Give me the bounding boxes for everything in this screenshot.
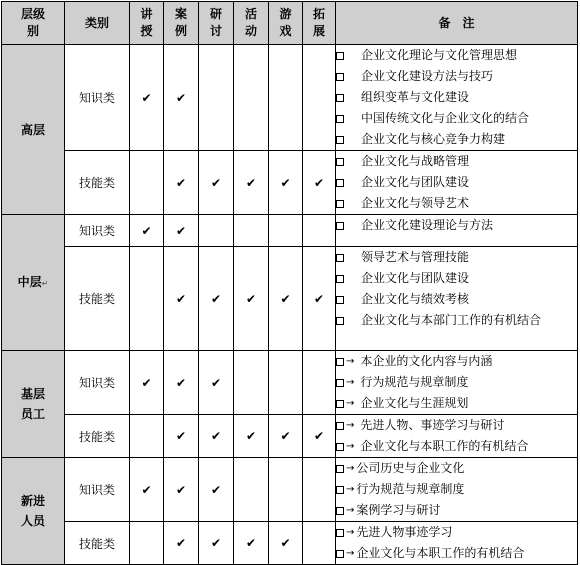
method-cell xyxy=(130,415,164,458)
level-cell xyxy=(2,458,65,565)
table-row xyxy=(2,522,578,565)
check-mark-icon: ✔ xyxy=(141,375,152,390)
method-cell xyxy=(130,215,164,247)
category-cell: 技能类 xyxy=(65,415,130,458)
note-item xyxy=(336,108,577,129)
method-cell xyxy=(303,458,336,522)
check-mark-icon: ✔ xyxy=(313,175,325,190)
header-method-text: 例 xyxy=(174,24,187,38)
note-text: 公司历史与企业文化 xyxy=(356,461,465,475)
header-method-text: 展 xyxy=(312,24,325,38)
note-text: 企业文化与领导艺术 xyxy=(361,196,470,210)
notes-cell xyxy=(336,415,578,458)
level-label-line2: 人员 xyxy=(20,514,45,528)
checkbox-bullet-icon xyxy=(336,443,344,451)
method-cell xyxy=(234,351,269,415)
header-method-lecture xyxy=(130,2,164,45)
method-cell xyxy=(303,247,336,351)
note-item xyxy=(336,45,577,66)
note-text: 本企业的文化内容与内涵 xyxy=(360,354,493,368)
header-row xyxy=(2,2,578,45)
note-text: 案例学习与研讨 xyxy=(356,503,441,517)
table-body xyxy=(2,45,578,565)
header-method-text: 动 xyxy=(244,24,257,38)
level-label-line2: 员工 xyxy=(20,407,45,421)
note-item xyxy=(336,372,577,393)
note-text: 领导艺术与管理技能 xyxy=(361,250,470,264)
check-mark-icon: ✔ xyxy=(313,291,325,306)
checkbox-bullet-icon xyxy=(336,465,344,473)
note-item xyxy=(336,522,577,543)
method-cell xyxy=(164,45,199,151)
note-item xyxy=(336,268,577,289)
table-row xyxy=(2,45,578,151)
category-cell: 技能类 xyxy=(65,151,130,215)
note-item xyxy=(336,436,577,457)
note-text: 企业文化与团队建设 xyxy=(361,271,470,285)
header-method-text: 游 xyxy=(279,7,292,21)
checkbox-bullet-icon xyxy=(336,115,344,123)
method-cell xyxy=(234,247,269,351)
checkbox-bullet-icon xyxy=(336,136,344,144)
header-method-activity xyxy=(234,2,269,45)
header-level-line2: 别 xyxy=(26,24,39,38)
note-item xyxy=(336,129,577,150)
note-text: 企业文化与本部门工作的有机结合 xyxy=(361,313,542,327)
category-cell: 知识类 xyxy=(65,351,130,415)
check-mark-icon: ✔ xyxy=(280,429,291,443)
note-text: 先进人物、事迹学习与研讨 xyxy=(360,418,505,432)
note-text: 组织变革与文化建设 xyxy=(361,90,470,104)
notes-cell xyxy=(336,215,578,247)
method-cell xyxy=(303,151,336,215)
checkbox-bullet-icon xyxy=(336,158,344,166)
check-mark-icon: ✔ xyxy=(141,482,152,497)
method-cell xyxy=(234,522,269,565)
header-method-text: 讲 xyxy=(140,7,153,21)
notes-cell xyxy=(336,351,578,415)
note-item xyxy=(336,87,577,108)
checkbox-bullet-icon xyxy=(336,222,344,230)
notes-cell xyxy=(336,45,578,151)
note-text: 企业文化与核心竞争力构建 xyxy=(361,132,506,146)
checkbox-bullet-icon xyxy=(336,379,344,387)
method-cell xyxy=(130,247,164,351)
method-cell xyxy=(269,351,303,415)
note-item xyxy=(336,351,577,372)
header-method-text: 戏 xyxy=(279,24,292,38)
method-cell xyxy=(269,151,303,215)
check-mark-icon: ✔ xyxy=(175,90,187,105)
method-cell xyxy=(234,415,269,458)
method-cell xyxy=(164,151,199,215)
note-text: 企业文化建设理论与方法 xyxy=(361,218,494,232)
checkbox-bullet-icon xyxy=(336,422,344,430)
checkbox-bullet-icon xyxy=(336,486,344,494)
level-label-line1: 新进 xyxy=(20,494,45,508)
header-level xyxy=(2,2,65,45)
note-item xyxy=(336,415,577,436)
method-cell xyxy=(303,351,336,415)
note-item xyxy=(336,289,577,310)
check-mark-icon: ✔ xyxy=(245,291,257,306)
checkbox-bullet-icon xyxy=(336,200,344,208)
header-method-text: 拓 xyxy=(312,7,325,21)
method-cell xyxy=(234,45,269,151)
level-cell xyxy=(2,351,65,458)
note-item xyxy=(336,458,577,479)
level-label: 中层 xyxy=(17,274,42,289)
arrow-right-icon: → xyxy=(346,505,355,516)
checkbox-bullet-icon xyxy=(336,358,344,366)
checkbox-bullet-icon xyxy=(336,73,344,81)
header-category: 类别 xyxy=(65,2,130,45)
note-item xyxy=(336,215,577,236)
category-cell: 技能类 xyxy=(65,522,130,565)
checkbox-bullet-icon xyxy=(336,179,344,187)
header-method-outreach xyxy=(303,2,336,45)
note-item xyxy=(336,247,577,268)
level-label-line1: 基层 xyxy=(20,387,45,401)
arrow-right-icon: → xyxy=(346,548,355,559)
header-method-text: 活 xyxy=(244,7,257,21)
method-cell xyxy=(164,415,199,458)
note-text: 中国传统文化与企业文化的结合 xyxy=(361,111,530,125)
checkbox-bullet-icon xyxy=(336,296,344,304)
method-cell xyxy=(269,522,303,565)
category-cell: 技能类 xyxy=(65,247,130,351)
method-cell xyxy=(199,151,234,215)
note-text: 企业文化与本职工作的有机结合 xyxy=(360,439,529,453)
note-item xyxy=(336,500,577,521)
method-cell xyxy=(199,215,234,247)
table-row xyxy=(2,215,578,247)
note-text: 行为规范与规章制度 xyxy=(356,482,465,496)
method-cell xyxy=(269,458,303,522)
check-mark-icon: ✔ xyxy=(245,175,257,190)
level-cell xyxy=(2,215,65,351)
method-cell xyxy=(164,215,199,247)
header-method-case xyxy=(164,2,199,45)
level-cell xyxy=(2,45,65,215)
note-text: 企业文化与绩效考核 xyxy=(361,292,470,306)
category-cell: 知识类 xyxy=(65,215,130,247)
check-mark-icon: ✔ xyxy=(313,429,325,443)
check-mark-icon: ✔ xyxy=(245,429,257,443)
note-item xyxy=(336,479,577,500)
method-cell xyxy=(269,415,303,458)
note-item xyxy=(336,151,577,172)
arrow-right-icon: → xyxy=(346,377,355,388)
table-row xyxy=(2,415,578,458)
check-mark-icon: ✔ xyxy=(175,375,187,390)
table-row xyxy=(2,351,578,415)
method-cell xyxy=(164,247,199,351)
header-method-text: 研 xyxy=(209,7,222,21)
check-mark-icon: ✔ xyxy=(175,536,187,550)
check-mark-icon: ✔ xyxy=(210,291,222,306)
method-cell xyxy=(130,458,164,522)
note-item xyxy=(336,172,577,193)
note-item xyxy=(336,393,577,414)
table-row xyxy=(2,151,578,215)
method-cell xyxy=(303,415,336,458)
check-mark-icon: ✔ xyxy=(210,375,222,390)
method-cell xyxy=(269,215,303,247)
method-cell xyxy=(199,522,234,565)
check-mark-icon: ✔ xyxy=(210,536,222,550)
method-cell xyxy=(234,215,269,247)
notes-cell xyxy=(336,458,578,522)
category-cell: 知识类 xyxy=(65,45,130,151)
arrow-right-icon: → xyxy=(346,441,355,452)
method-cell xyxy=(199,247,234,351)
arrow-right-icon: → xyxy=(346,356,355,367)
method-cell xyxy=(164,458,199,522)
checkbox-bullet-icon xyxy=(336,275,344,283)
note-text: 企业文化建设方法与技巧 xyxy=(361,69,494,83)
method-cell xyxy=(199,415,234,458)
method-cell xyxy=(130,351,164,415)
checkbox-bullet-icon xyxy=(336,94,344,102)
note-item xyxy=(336,310,577,331)
arrow-right-icon: → xyxy=(346,463,355,474)
note-text: 企业文化与团队建设 xyxy=(361,175,470,189)
check-mark-icon: ✔ xyxy=(175,223,187,238)
checkbox-bullet-icon xyxy=(336,254,344,262)
check-mark-icon: ✔ xyxy=(175,482,187,497)
header-method-text: 案 xyxy=(174,7,187,21)
check-mark-icon: ✔ xyxy=(280,175,291,190)
method-cell xyxy=(234,458,269,522)
notes-cell xyxy=(336,151,578,215)
header-method-game xyxy=(269,2,303,45)
table-row xyxy=(2,458,578,522)
table-row xyxy=(2,247,578,351)
checkbox-bullet-icon xyxy=(336,400,344,408)
note-text: 行为规范与规章制度 xyxy=(360,375,469,389)
checkbox-bullet-icon xyxy=(336,52,344,60)
check-mark-icon: ✔ xyxy=(280,536,291,550)
checkbox-bullet-icon xyxy=(336,550,344,558)
check-mark-icon: ✔ xyxy=(175,291,187,306)
method-cell xyxy=(130,522,164,565)
check-mark-icon: ✔ xyxy=(280,291,291,306)
method-cell xyxy=(164,522,199,565)
note-text: 先进人物事迹学习 xyxy=(356,525,453,539)
note-item xyxy=(336,193,577,214)
check-mark-icon: ✔ xyxy=(210,175,222,190)
check-mark-icon: ✔ xyxy=(141,90,152,105)
method-cell xyxy=(269,247,303,351)
method-cell xyxy=(303,522,336,565)
header-level-line1: 层级 xyxy=(20,7,45,21)
check-mark-icon: ✔ xyxy=(175,175,187,190)
check-mark-icon: ✔ xyxy=(141,223,152,238)
method-cell xyxy=(199,458,234,522)
notes-cell xyxy=(336,247,578,351)
note-item xyxy=(336,66,577,87)
note-text: 企业文化理论与文化管理思想 xyxy=(361,48,518,62)
check-mark-icon: ✔ xyxy=(245,536,257,550)
method-cell xyxy=(130,151,164,215)
return-mark-icon: ↵ xyxy=(41,278,49,288)
check-mark-icon: ✔ xyxy=(210,482,222,497)
arrow-right-icon: → xyxy=(346,527,355,538)
method-cell xyxy=(303,45,336,151)
check-mark-icon: ✔ xyxy=(175,429,187,443)
method-cell xyxy=(234,151,269,215)
checkbox-bullet-icon xyxy=(336,529,344,537)
header-notes: 备 注 xyxy=(336,2,578,45)
method-cell xyxy=(130,45,164,151)
training-plan-table xyxy=(1,1,578,565)
notes-cell xyxy=(336,522,578,565)
check-mark-icon: ✔ xyxy=(210,429,222,443)
header-method-discussion xyxy=(199,2,234,45)
note-text: 企业文化与生涯规划 xyxy=(360,396,469,410)
checkbox-bullet-icon xyxy=(336,317,344,325)
method-cell xyxy=(199,351,234,415)
note-text: 企业文化与本职工作的有机结合 xyxy=(356,546,525,560)
header-method-text: 讨 xyxy=(209,24,222,38)
note-text: 企业文化与战略管理 xyxy=(361,154,470,168)
arrow-right-icon: → xyxy=(346,420,355,431)
arrow-right-icon: → xyxy=(346,484,355,495)
category-cell: 知识类 xyxy=(65,458,130,522)
level-label: 高层 xyxy=(20,122,45,137)
arrow-right-icon: → xyxy=(346,398,355,409)
method-cell xyxy=(199,45,234,151)
method-cell xyxy=(164,351,199,415)
method-cell xyxy=(303,215,336,247)
header-method-text: 授 xyxy=(140,24,153,38)
checkbox-bullet-icon xyxy=(336,507,344,515)
method-cell xyxy=(269,45,303,151)
